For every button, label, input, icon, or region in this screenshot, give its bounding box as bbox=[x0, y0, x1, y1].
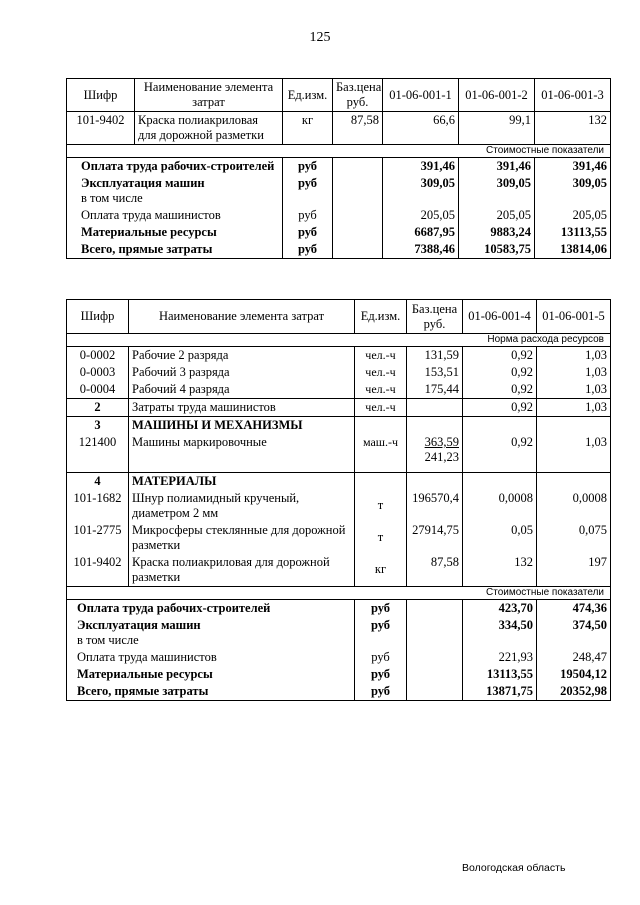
value-cell: 309,05 bbox=[383, 175, 459, 207]
cost-sublabel: в том числе bbox=[77, 632, 139, 647]
section-title: МАШИНЫ И МЕХАНИЗМЫ bbox=[129, 417, 355, 435]
price-cell: 363,59 bbox=[424, 435, 459, 449]
cost-label: Эксплуатация машин bbox=[77, 617, 201, 632]
cost-label: Оплата труда машинистов bbox=[67, 207, 283, 224]
value-cell: 474,36 bbox=[537, 599, 611, 617]
table-row bbox=[67, 434, 611, 472]
name-cell: Краска полиакриловая для дорожной разметки bbox=[135, 112, 283, 145]
cost-row bbox=[67, 207, 611, 224]
unit-cell: руб bbox=[355, 617, 407, 649]
name-cell: Машины маркировочные bbox=[129, 434, 355, 472]
cost-row bbox=[67, 617, 611, 649]
value-cell: 248,47 bbox=[537, 649, 611, 666]
unit-cell: руб bbox=[283, 241, 333, 259]
unit-cell: т bbox=[355, 490, 407, 522]
cost-row bbox=[67, 599, 611, 617]
price-cell: 153,51 bbox=[407, 364, 463, 381]
unit-cell: кг bbox=[283, 112, 333, 145]
cost-sublabel: в том числе bbox=[81, 191, 143, 205]
section-label-row bbox=[67, 334, 611, 347]
unit-cell: маш.-ч bbox=[355, 434, 407, 472]
price-cell: 131,59 bbox=[407, 347, 463, 365]
name-cell: Шнур полиамидный крученый, диаметром 2 мм bbox=[129, 490, 355, 522]
value-cell: 6687,95 bbox=[383, 224, 459, 241]
price-cell bbox=[407, 399, 463, 417]
header-cell: Шифр bbox=[67, 79, 135, 112]
value-cell: 13113,55 bbox=[535, 224, 611, 241]
code-cell: 0-0002 bbox=[67, 347, 129, 365]
table-row bbox=[67, 522, 611, 554]
price-cell: 175,44 bbox=[407, 381, 463, 399]
value-cell: 0,075 bbox=[537, 522, 611, 554]
name-cell: Затраты труда машинистов bbox=[129, 399, 355, 417]
code-cell: 0-0004 bbox=[67, 381, 129, 399]
code-cell: 0-0003 bbox=[67, 364, 129, 381]
unit-cell: чел.-ч bbox=[355, 347, 407, 365]
table-row bbox=[67, 554, 611, 587]
unit-cell: руб bbox=[355, 666, 407, 683]
value-cell: 391,46 bbox=[535, 158, 611, 176]
header-cell: Шифр bbox=[67, 300, 129, 334]
price-cell: 196570,4 bbox=[407, 490, 463, 522]
value-cell: 1,03 bbox=[537, 399, 611, 417]
value-cell: 374,50 bbox=[537, 617, 611, 649]
cost-label: Оплата труда машинистов bbox=[67, 649, 355, 666]
value-cell: 205,05 bbox=[383, 207, 459, 224]
unit-cell: чел.-ч bbox=[355, 381, 407, 399]
price-cell: 87,58 bbox=[333, 112, 383, 145]
section-heading-row bbox=[67, 417, 611, 435]
price-cell: 27914,75 bbox=[407, 522, 463, 554]
value-cell: 7388,46 bbox=[383, 241, 459, 259]
name-cell: Рабочий 4 разряда bbox=[129, 381, 355, 399]
value-cell: 10583,75 bbox=[459, 241, 535, 259]
cost-label: Оплата труда рабочих-строителей bbox=[67, 158, 283, 176]
value-cell: 9883,24 bbox=[459, 224, 535, 241]
value-cell: 221,93 bbox=[463, 649, 537, 666]
section-heading-row bbox=[67, 472, 611, 490]
header-cell: 01-06-001-3 bbox=[535, 79, 611, 112]
value-cell: 0,05 bbox=[463, 522, 537, 554]
name-cell: Рабочие 2 разряда bbox=[129, 347, 355, 365]
header-cell: 01-06-001-5 bbox=[537, 300, 611, 334]
cost-row bbox=[67, 158, 611, 176]
value-cell: 0,92 bbox=[463, 434, 537, 472]
table-row bbox=[67, 399, 611, 417]
cost-label: Всего, прямые затраты bbox=[67, 241, 283, 259]
header-cell: Ед.изм. bbox=[355, 300, 407, 334]
section-code: 4 bbox=[67, 472, 129, 490]
cost-label: Оплата труда рабочих-строителей bbox=[67, 599, 355, 617]
unit-cell: руб bbox=[283, 224, 333, 241]
name-cell: Микросферы стеклянные для дорожной разметки bbox=[129, 522, 355, 554]
value-cell: 132 bbox=[535, 112, 611, 145]
cost-row bbox=[67, 683, 611, 701]
value-cell: 66,6 bbox=[383, 112, 459, 145]
value-cell: 13871,75 bbox=[463, 683, 537, 701]
cost-label: Материальные ресурсы bbox=[67, 666, 355, 683]
unit-cell: чел.-ч bbox=[355, 364, 407, 381]
value-cell: 0,0008 bbox=[537, 490, 611, 522]
value-cell: 197 bbox=[537, 554, 611, 587]
unit-cell: руб bbox=[283, 207, 333, 224]
table-row bbox=[67, 490, 611, 522]
code-cell: 101-2775 bbox=[67, 522, 129, 554]
code-cell: 101-9402 bbox=[67, 554, 129, 587]
unit-cell: т bbox=[355, 522, 407, 554]
name-cell: Рабочий 3 разряда bbox=[129, 364, 355, 381]
value-cell: 1,03 bbox=[537, 381, 611, 399]
table-header-row bbox=[67, 300, 611, 334]
unit-cell: руб bbox=[355, 599, 407, 617]
section-code: 3 bbox=[67, 417, 129, 435]
value-cell: 19504,12 bbox=[537, 666, 611, 683]
value-cell: 1,03 bbox=[537, 434, 611, 472]
section-title: МАТЕРИАЛЫ bbox=[129, 472, 355, 490]
unit-cell: кг bbox=[355, 554, 407, 587]
value-cell: 423,70 bbox=[463, 599, 537, 617]
table-row bbox=[67, 381, 611, 399]
footer-region: Вологодская область bbox=[462, 862, 566, 874]
value-cell: 309,05 bbox=[535, 175, 611, 207]
code-cell: 101-1682 bbox=[67, 490, 129, 522]
value-cell: 99,1 bbox=[459, 112, 535, 145]
code-cell: 121400 bbox=[67, 434, 129, 472]
code-cell: 101-9402 bbox=[67, 112, 135, 145]
table-row bbox=[67, 347, 611, 365]
value-cell: 13113,55 bbox=[463, 666, 537, 683]
value-cell: 1,03 bbox=[537, 347, 611, 365]
cost-label: Материальные ресурсы bbox=[67, 224, 283, 241]
value-cell: 0,92 bbox=[463, 399, 537, 417]
value-cell: 132 bbox=[463, 554, 537, 587]
table-row bbox=[67, 112, 611, 145]
cost-label: Всего, прямые затраты bbox=[67, 683, 355, 701]
value-cell: 205,05 bbox=[535, 207, 611, 224]
unit-cell: чел.-ч bbox=[355, 399, 407, 417]
cost-row bbox=[67, 175, 611, 207]
price-cell: 87,58 bbox=[407, 554, 463, 587]
code-cell: 2 bbox=[67, 399, 129, 417]
header-cell: 01-06-001-2 bbox=[459, 79, 535, 112]
cost-row bbox=[67, 666, 611, 683]
header-cell: Наименование элемента затрат bbox=[129, 300, 355, 334]
header-cell: Ед.изм. bbox=[283, 79, 333, 112]
cost-table-1 bbox=[66, 78, 611, 259]
value-cell: 1,03 bbox=[537, 364, 611, 381]
price-cell-secondary: 241,23 bbox=[424, 450, 459, 464]
cost-row bbox=[67, 241, 611, 259]
name-cell: Краска полиакриловая для дорожной разметки bbox=[129, 554, 355, 587]
value-cell: 20352,98 bbox=[537, 683, 611, 701]
value-cell: 0,0008 bbox=[463, 490, 537, 522]
section-label-row bbox=[67, 586, 611, 599]
value-cell: 0,92 bbox=[463, 347, 537, 365]
section-label: Норма расхода ресурсов bbox=[67, 334, 611, 347]
value-cell: 0,92 bbox=[463, 381, 537, 399]
value-cell: 391,46 bbox=[459, 158, 535, 176]
value-cell: 334,50 bbox=[463, 617, 537, 649]
header-cell: Баз.цена руб. bbox=[333, 79, 383, 112]
header-cell: 01-06-001-4 bbox=[463, 300, 537, 334]
value-cell: 391,46 bbox=[383, 158, 459, 176]
value-cell: 205,05 bbox=[459, 207, 535, 224]
section-label: Стоимостные показатели bbox=[67, 145, 611, 158]
page-number: 125 bbox=[309, 30, 331, 45]
header-cell: 01-06-001-1 bbox=[383, 79, 459, 112]
value-cell: 309,05 bbox=[459, 175, 535, 207]
table-row bbox=[67, 364, 611, 381]
cost-label: Эксплуатация машин bbox=[81, 176, 205, 190]
cost-row bbox=[67, 649, 611, 666]
table-header-row bbox=[67, 79, 611, 112]
value-cell: 13814,06 bbox=[535, 241, 611, 259]
section-label-row bbox=[67, 145, 611, 158]
cost-table-2 bbox=[66, 299, 611, 701]
unit-cell: руб bbox=[355, 649, 407, 666]
value-cell: 0,92 bbox=[463, 364, 537, 381]
section-label: Стоимостные показатели bbox=[67, 586, 611, 599]
unit-cell: руб bbox=[283, 175, 333, 207]
cost-row bbox=[67, 224, 611, 241]
unit-cell: руб bbox=[283, 158, 333, 176]
header-cell: Наименование элемента затрат bbox=[135, 79, 283, 112]
header-cell: Баз.цена руб. bbox=[407, 300, 463, 334]
unit-cell: руб bbox=[355, 683, 407, 701]
